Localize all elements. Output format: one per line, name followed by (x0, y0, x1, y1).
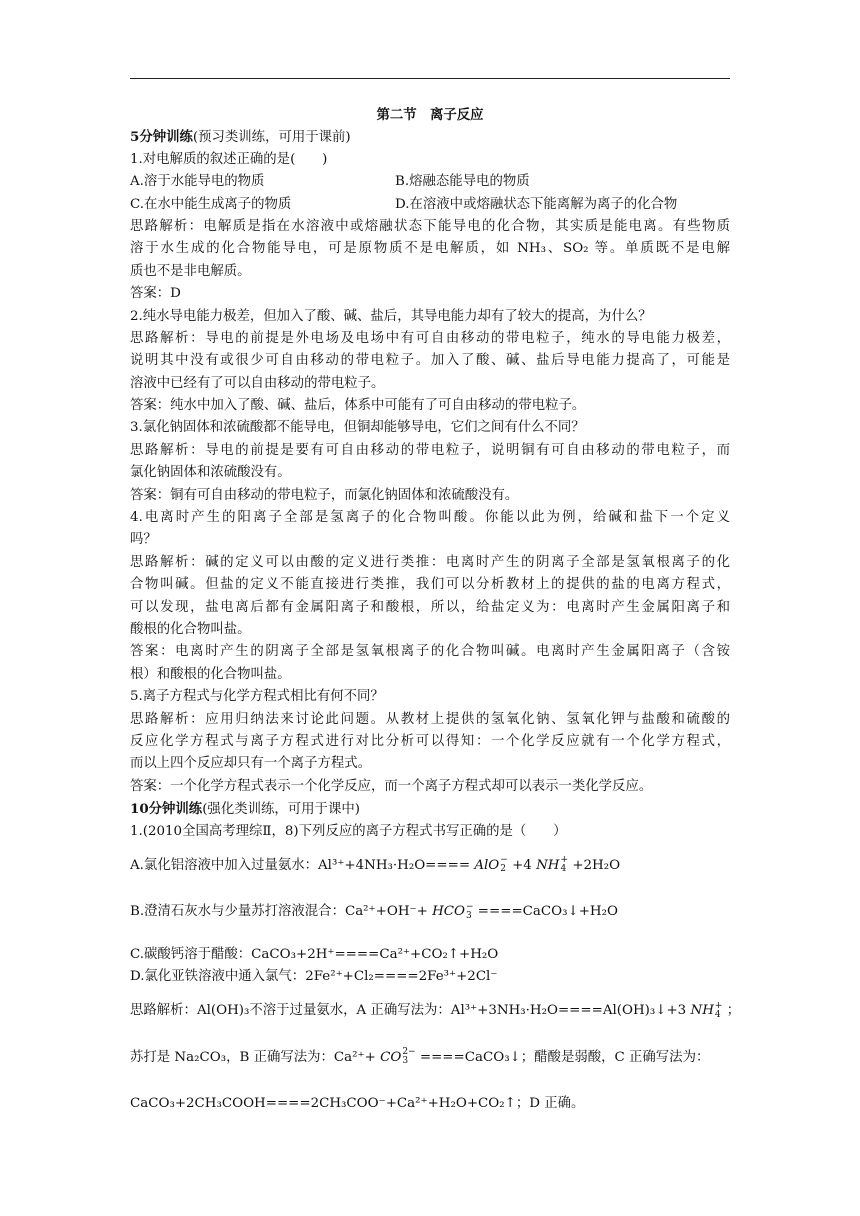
q4-answer-line: 答案：电离时产生的阴离子全部是氢氧根离子的化合物叫碱。电离时产生金属阳离子（含铵 (130, 644, 730, 660)
s2-q1-analysis-3: CaCO₃+2CH₃COOH====2CH₃COO⁻+Ca²⁺+H₂O+CO₂↑；D 正确。 (130, 1096, 585, 1112)
q1-stem: 1.对电解质的叙述正确的是( ) (130, 151, 328, 167)
q4-analysis-line: 可以发现，盐电离后都有金属阳离子和酸根，所以，给盐定义为：电离时产生金属阳离子和 (130, 599, 730, 615)
q2-answer: 答案：纯水中加入了酸、碱、盐后，体系中可能有了可自由移动的带电粒子。 (130, 398, 586, 414)
s2-q1-analysis-2 (130, 1047, 730, 1069)
section1-heading-bold: 5分钟训练 (130, 129, 193, 146)
s2-q1-stem: 1.(2010全国高考理综Ⅱ，8)下列反应的离子方程式书写正确的是（ ） (130, 823, 567, 839)
carbonate-ion: CO 2− 3 (380, 1047, 416, 1067)
q2-analysis-line: 思路解析：导电的前提是外电场及电场中有可自由移动的带电粒子，纯水的导电能力极差， (130, 330, 730, 346)
s2-q1-option-a-mid: +4 (512, 857, 532, 873)
s2-q1-option-a-pre: A.氯化铝溶液中加入过量氨水：Al³⁺+4NH₃·H₂O==== (130, 857, 471, 873)
section2-heading (130, 798, 730, 820)
q1-analysis-line: 思路解析：电解质是指在水溶液中或熔融状态下能导电的化合物，其实质是能电离。有些物质 (130, 218, 730, 234)
q4-stem-line: 4.电离时产生的阳离子全部是氢离子的化合物叫酸。你能以此为例，给碱和盐下一个定义 (130, 510, 730, 526)
q4-analysis-line: 合物叫碱。但盐的定义不能直接进行类推，我们可以分析教材上的提供的盐的电离方程式， (130, 577, 730, 593)
q2-stem: 2.纯水导电能力极差，但加入了酸、碱、盐后，其导电能力却有了较大的提高，为什么？ (130, 308, 652, 324)
s2-q1-option-d: D.氯化亚铁溶液中通入氯气：2Fe²⁺+Cl₂====2Fe³⁺+2Cl⁻ (130, 969, 498, 985)
s2-q1-analysis-2-post: ====CaCO₃↓；醋酸是弱酸，C 正确写法为： (419, 1049, 710, 1065)
section1-heading-rest: (预习类训练，可用于课前) (192, 130, 351, 146)
ammonium-ion: NH + 4 (690, 1000, 723, 1020)
s2-q1-option-b (130, 901, 730, 923)
q1-option-c: C.在水中能生成离子的物质 (130, 196, 292, 212)
q4-stem-line: 吗？ (130, 532, 157, 548)
section2-heading-rest: (强化类训练，可用于课中) (202, 802, 360, 818)
ammonium-ion: NH + 4 (536, 855, 569, 875)
s2-q1-option-b-post: ====CaCO₃↓+H₂O (477, 904, 618, 920)
s2-q1-option-a-post: +2H₂O (572, 857, 621, 873)
q1-answer: 答案：D (130, 286, 181, 302)
document-body (130, 104, 741, 1116)
q4-analysis-line: 思路解析：碱的定义可以由酸的定义进行类推：电离时产生的阴离子全部是氢氧根离子的化 (130, 554, 730, 570)
aluminate-ion: AlO − 2 (474, 855, 508, 875)
q4-answer-line: 根）和酸根的化合物叫盐。 (130, 666, 291, 682)
q3-answer: 答案：铜有可自由移动的带电粒子，而氯化钠固体和浓硫酸没有。 (130, 487, 519, 503)
q5-answer: 答案：一个化学方程式表示一个化学反应，而一个离子方程式却可以表示一类化学反应。 (130, 778, 653, 794)
q2-analysis-line: 说明其中没有或很少可自由移动的带电粒子。加入了酸、碱、盐后导电能力提高了，可能是 (130, 353, 730, 369)
s2-q1-option-b-pre: B.澄清石灰水与少量苏打溶液混合：Ca²⁺+OH⁻+ (130, 904, 428, 920)
q1-option-b: B.熔融态能导电的物质 (395, 174, 530, 190)
s2-q1-analysis-1 (130, 1000, 741, 1022)
section2-heading-bold: 10分钟训练 (130, 801, 203, 818)
s2-q1-option-c: C.碳酸钙溶于醋酸：CaCO₃+2H⁺====Ca²⁺+CO₂↑+H₂O (130, 946, 499, 962)
q3-analysis-line: 氯化钠固体和浓硫酸没有。 (130, 465, 291, 481)
s2-q1-analysis-1-post: ； (726, 1003, 741, 1019)
q1-options-ab (130, 171, 730, 193)
q5-stem: 5.离子方程式与化学方程式相比有何不同？ (130, 689, 384, 705)
q2-analysis-line: 溶液中已经有了可以自由移动的带电粒子。 (130, 375, 385, 391)
section1-heading (130, 126, 730, 148)
header-rule (130, 78, 730, 79)
q4-analysis-line: 酸根的化合物叫盐。 (130, 621, 251, 637)
bicarbonate-ion: HCO − 3 (432, 901, 474, 921)
q1-analysis-line: 溶于水生成的化合物能导电，可是原物质不是电解质，如 NH₃、SO₂ 等。单质既不是电解 (130, 241, 730, 257)
q1-options-cd (130, 194, 730, 216)
page-title: 第二节 离子反应 (376, 107, 484, 123)
q5-analysis-line: 而以上四个反应却只有一个离子方程式。 (130, 756, 372, 772)
q3-analysis-line: 思路解析：导电的前提是要有可自由移动的带电粒子，说明铜有可自由移动的带电粒子，而 (130, 442, 730, 458)
q5-analysis-line: 反应化学方程式与离子方程式进行对比分析可以得知：一个化学反应就有一个化学方程式， (130, 733, 730, 749)
q1-analysis-line: 质也不是非电解质。 (130, 263, 251, 279)
s2-q1-analysis-2-pre: 苏打是 Na₂CO₃，B 正确写法为：Ca²⁺+ (130, 1049, 376, 1065)
q5-analysis-line: 思路解析：应用归纳法来讨论此问题。从教材上提供的氢氧化钠、氢氧化钾与盐酸和硫酸的 (130, 711, 730, 727)
q1-option-d: D.在溶液中或熔融状态下能离解为离子的化合物 (395, 196, 678, 212)
q3-stem: 3.氯化钠固体和浓硫酸都不能导电，但铜却能够导电，它们之间有什么不同？ (130, 420, 585, 436)
s2-q1-analysis-1-pre: 思路解析：Al(OH)₃不溶于过量氨水，A 正确写法为：Al³⁺+3NH₃·H₂O====Al(OH)₃↓+3 (130, 1003, 687, 1019)
s2-q1-option-a (130, 855, 730, 877)
q1-option-a: A.溶于水能导电的物质 (130, 174, 265, 190)
